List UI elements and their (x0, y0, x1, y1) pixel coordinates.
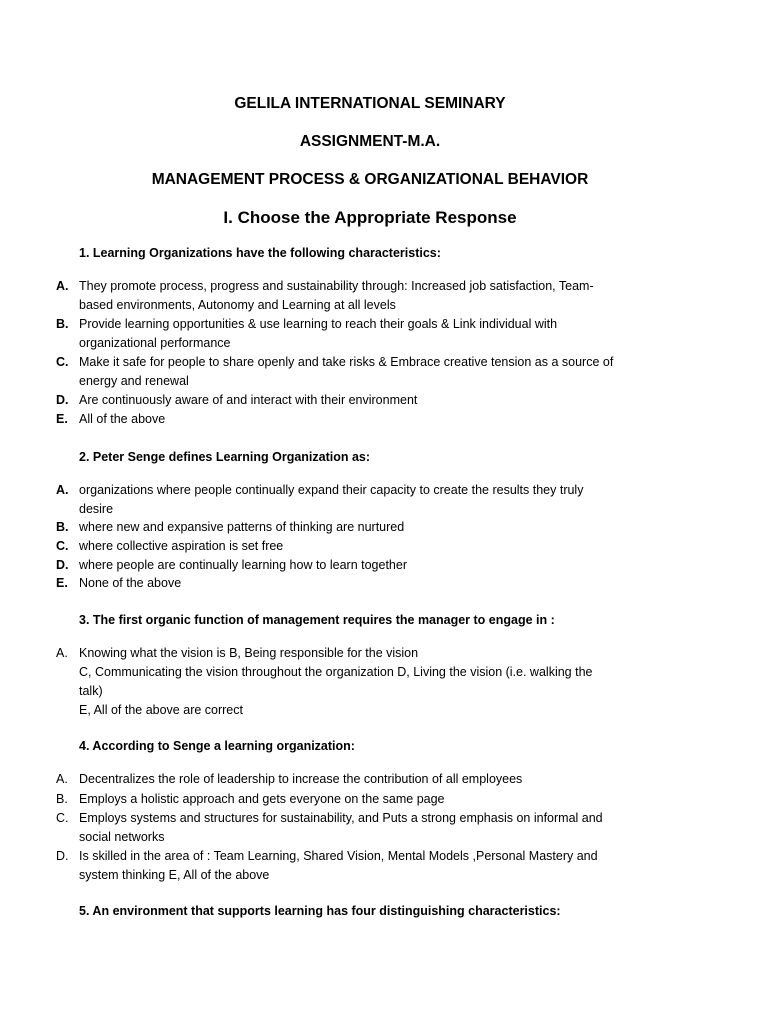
option-text: Is skilled in the area of : Team Learning, Shared Vision, Mental Models ,Personal Mastery and (79, 849, 598, 863)
course-title: MANAGEMENT PROCESS & ORGANIZATIONAL BEHAVIOR (151, 171, 589, 188)
option-text: based environments, Autonomy and Learning at all levels (79, 298, 396, 312)
option-letter: B. (56, 317, 69, 331)
assignment-title: ASSIGNMENT-M.A. (299, 133, 441, 150)
question-1-option-b (56, 315, 696, 353)
question-2-option-d (56, 556, 696, 575)
option-text: Make it safe for people to share openly and take risks & Embrace creative tension as a source of (79, 355, 614, 369)
option-text: where people are continually learning how to learn together (79, 558, 407, 572)
option-letter: D. (56, 849, 69, 863)
option-text: energy and renewal (79, 374, 189, 388)
school-title: GELILA INTERNATIONAL SEMINARY (234, 95, 506, 112)
option-text: organizational performance (79, 336, 231, 350)
option-letter: E. (56, 412, 68, 426)
question-5: 5. An environment that supports learning has four distinguishing characteristics: (79, 904, 561, 918)
option-text: desire (79, 502, 114, 516)
option-text: where collective aspiration is set free (79, 539, 284, 553)
question-1-option-e (56, 410, 696, 429)
option-letter: B. (56, 520, 69, 534)
question-4-option-b (56, 790, 696, 809)
option-letter: D. (56, 393, 69, 407)
option-letter: A. (56, 279, 69, 293)
option-letter: D. (56, 558, 69, 572)
option-text: Are continuously aware of and interact with their environment (79, 393, 418, 407)
option-letter: C. (56, 811, 69, 825)
option-letter: B. (56, 792, 68, 806)
option-text: All of the above (79, 412, 166, 426)
section-title: I. Choose the Appropriate Response (223, 208, 517, 227)
option-text: None of the above (79, 576, 182, 590)
option-letter: A. (56, 646, 68, 660)
option-text: social networks (79, 830, 165, 844)
question-2-option-c (56, 537, 696, 556)
option-letter: A. (56, 772, 68, 786)
question-4: 4. According to Senge a learning organization: (79, 739, 355, 753)
option-text: Provide learning opportunities & use learning to reach their goals & Link individual with (79, 317, 558, 331)
question-1-option-c (56, 353, 696, 391)
question-4-option-d (56, 847, 696, 885)
option-text: Decentralizes the role of leadership to increase the contribution of all employees (79, 772, 523, 786)
question-3-option-a (56, 644, 696, 720)
question-1-option-d (56, 391, 696, 410)
option-text: Employs systems and structures for sustainability, and Puts a strong emphasis on informal and (79, 811, 603, 825)
option-text: where new and expansive patterns of thinking are nurtured (79, 520, 405, 534)
question-2-option-b (56, 518, 696, 537)
option-text: Employs a holistic approach and gets everyone on the same page (79, 792, 445, 806)
question-2-option-e (56, 574, 696, 593)
option-text: Knowing what the vision is B, Being responsible for the vision (79, 646, 419, 660)
question-4-option-a (56, 770, 696, 789)
question-1-option-a (56, 277, 696, 315)
question-2-option-a (56, 481, 696, 519)
option-letter: C. (56, 539, 69, 553)
option-text: They promote process, progress and sustainability through: Increased job satisfaction, Team- (79, 279, 594, 293)
option-letter: A. (56, 483, 69, 497)
question-4-option-c (56, 809, 696, 847)
question-2: 2. Peter Senge defines Learning Organization as: (79, 450, 371, 464)
question-1: 1. Learning Organizations have the following characteristics: (79, 246, 441, 260)
option-text: E, All of the above are correct (79, 703, 243, 717)
option-letter: C. (56, 355, 69, 369)
option-text: talk) (79, 684, 103, 698)
option-letter: E. (56, 576, 68, 590)
option-text: C, Communicating the vision throughout the organization D, Living the vision (i.e. walking the (79, 665, 593, 679)
question-3: 3. The first organic function of management requires the manager to engage in : (79, 613, 555, 627)
option-text: organizations where people continually expand their capacity to create the results they truly (79, 483, 584, 497)
option-text: system thinking E, All of the above (79, 868, 270, 882)
